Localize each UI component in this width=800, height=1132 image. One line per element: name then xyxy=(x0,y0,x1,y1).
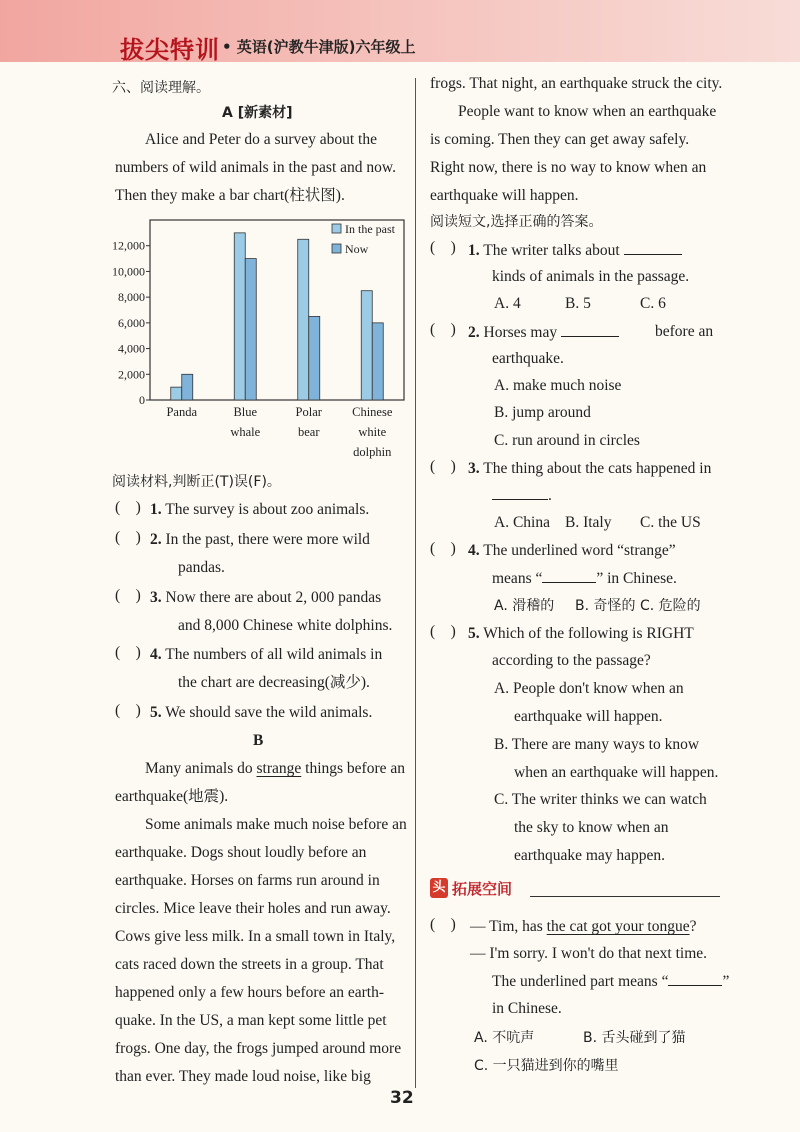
answer-parens[interactable]: ( ) xyxy=(430,321,456,338)
bar-in-the-past xyxy=(171,387,182,400)
option-c: C. run around in circles xyxy=(494,432,640,449)
page-header xyxy=(0,0,800,62)
passage-line: is coming. Then they can get away safely. xyxy=(430,131,690,148)
answer-parens[interactable]: ( ) xyxy=(430,623,456,640)
question-text: The writer talks about xyxy=(483,242,620,259)
passage-line: Cows give less milk. In a small town in Italy, xyxy=(115,928,396,945)
page-number: 32 xyxy=(390,1088,414,1108)
ext-dialogue-2: — I'm sorry. I won't do that next time. xyxy=(470,945,708,962)
answer-parens[interactable]: ( ) xyxy=(430,239,456,256)
question-text: Now there are about 2, 000 pandas xyxy=(165,589,382,606)
passage-line: earthquake. Dogs shout loudly before an xyxy=(115,844,367,861)
question-text-cont xyxy=(492,568,677,589)
answer-blank[interactable] xyxy=(561,322,619,337)
answer-blank[interactable] xyxy=(492,485,548,500)
legend-label: Now xyxy=(345,242,369,256)
bar-in-the-past xyxy=(234,233,245,400)
answer-parens[interactable]: ( ) xyxy=(430,916,456,933)
question-text: . xyxy=(548,487,552,504)
answer-parens[interactable]: ( ) xyxy=(115,529,141,546)
passage-text: Many animals do xyxy=(145,760,257,777)
x-category-label: Polar xyxy=(295,405,322,419)
y-tick-label: 8,000 xyxy=(118,290,145,305)
question-number: 3. xyxy=(468,460,480,477)
option-b-cont: when an earthquake will happen. xyxy=(514,764,719,781)
answer-parens[interactable]: ( ) xyxy=(115,702,141,719)
question-text: Which of the following is RIGHT xyxy=(483,625,694,642)
dialogue-text: ? xyxy=(689,918,697,935)
x-category-label: bear xyxy=(297,425,320,439)
y-tick-label: 6,000 xyxy=(118,315,145,330)
option-c: C. The writer thinks we can watch xyxy=(494,791,707,808)
question-text: The numbers of all wild animals in xyxy=(165,646,383,663)
x-category-label: Panda xyxy=(166,405,198,419)
answer-parens[interactable]: ( ) xyxy=(115,587,141,604)
question-number: 4. xyxy=(468,542,480,559)
question-number: 1. xyxy=(468,242,480,259)
question-number: 5. xyxy=(468,625,480,642)
intro-line: Then they make a bar chart(柱状图). xyxy=(115,187,345,204)
question-number: 1. xyxy=(150,501,162,518)
option-b: B. jump around xyxy=(494,404,591,421)
question-text: ” in Chinese. xyxy=(596,570,677,587)
option-c: C. 危险的 xyxy=(640,598,701,614)
y-tick-label: 4,000 xyxy=(118,341,145,356)
option-c: C. 6 xyxy=(640,295,666,312)
question-text-cont: pandas. xyxy=(178,559,225,576)
y-tick-label: 0 xyxy=(139,393,145,407)
column-divider xyxy=(415,78,416,1088)
mc-question-5 xyxy=(468,624,694,644)
legend-swatch xyxy=(332,244,341,253)
question-text: means “ xyxy=(492,570,543,587)
x-category-label: Blue xyxy=(233,405,258,419)
question-number: 2. xyxy=(150,531,162,548)
tf-question-5 xyxy=(150,703,372,723)
option-a: A. make much noise xyxy=(494,377,622,394)
question-text: before an xyxy=(655,323,714,340)
passage-line: People want to know when an earthquake xyxy=(458,103,717,120)
question-number: 5. xyxy=(150,704,162,721)
passage-line: Right now, there is no way to know when an xyxy=(430,159,707,176)
brand-title: 拔尖特训 xyxy=(120,36,220,64)
option-a: A. 滑稽的 xyxy=(494,598,555,614)
option-b: B. There are many ways to know xyxy=(494,736,700,753)
passage-line: quake. In the US, a man kept some little pet xyxy=(115,1012,387,1029)
passage-line: Some animals make much noise before an xyxy=(145,816,407,833)
answer-blank[interactable] xyxy=(624,240,682,255)
y-tick-label: 12,000 xyxy=(112,238,145,253)
extension-rule xyxy=(530,896,720,897)
passage-line xyxy=(145,759,405,779)
passage-line: frogs. That night, an earthquake struck the city. xyxy=(430,75,723,92)
intro-line: Alice and Peter do a survey about the xyxy=(145,131,377,148)
passage-line: earthquake will happen. xyxy=(430,187,579,204)
tf-question-2 xyxy=(150,530,370,550)
passage-line: cats raced down the streets in a group. That xyxy=(115,956,384,973)
x-category-label: dolphin xyxy=(353,445,392,459)
bar-in-the-past xyxy=(361,291,372,400)
answer-parens[interactable]: ( ) xyxy=(430,540,456,557)
mc-instruction: 阅读短文,选择正确的答案。 xyxy=(430,214,603,230)
answer-blank[interactable] xyxy=(668,971,722,986)
bar-chart xyxy=(112,216,410,466)
extension-title: 拓展空间 xyxy=(452,880,513,898)
question-number: 2. xyxy=(468,324,480,341)
option-a: A. 不吭声 xyxy=(474,1030,535,1046)
mc-question-1 xyxy=(468,240,682,261)
question-number: 3. xyxy=(150,589,162,606)
mc-question-4 xyxy=(468,541,676,561)
question-text-cont: the chart are decreasing(减少). xyxy=(178,674,370,691)
book-subtitle: • 英语(沪教牛津版)六年级上 xyxy=(222,38,416,56)
underlined-word: strange xyxy=(256,760,302,777)
option-b: B. 奇怪的 xyxy=(575,598,636,614)
tf-question-4 xyxy=(150,645,382,665)
bar-now xyxy=(245,259,256,400)
tf-question-1 xyxy=(150,500,369,520)
part-b-label: B xyxy=(253,732,264,749)
y-tick-label: 2,000 xyxy=(118,367,145,382)
passage-line: frogs. One day, the frogs jumped around more xyxy=(115,1040,402,1057)
option-b: B. 舌头碰到了猫 xyxy=(583,1030,686,1046)
question-text-cont: earthquake. xyxy=(492,350,564,367)
underlined-phrase: the cat got your tongue xyxy=(546,918,690,935)
question-text-cont xyxy=(492,485,552,506)
ext-question-cont: in Chinese. xyxy=(492,1000,562,1017)
passage-line: than ever. They made loud noise, like big xyxy=(115,1068,371,1085)
mc-question-2 xyxy=(468,322,619,343)
part-a-label: A [新素材] xyxy=(222,105,293,121)
option-a-cont: earthquake will happen. xyxy=(514,708,663,725)
answer-parens[interactable]: ( ) xyxy=(115,499,141,516)
x-category-label: Chinese xyxy=(352,405,393,419)
question-text-cont: kinds of animals in the passage. xyxy=(492,268,690,285)
option-b: B. 5 xyxy=(565,295,591,312)
question-text: Horses may xyxy=(483,324,558,341)
passage-line: happened only a few hours before an earth- xyxy=(115,984,384,1001)
question-text: The underlined part means “ xyxy=(492,973,669,990)
passage-line: earthquake(地震). xyxy=(115,788,229,805)
question-text: The underlined word “strange” xyxy=(483,542,676,559)
question-text-cont: according to the passage? xyxy=(492,652,651,669)
bar-now xyxy=(182,374,193,400)
bar-now xyxy=(309,316,320,400)
option-c: C. the US xyxy=(640,514,701,531)
section-title: 六、阅读理解。 xyxy=(112,80,210,96)
y-tick-label: 10,000 xyxy=(112,264,145,279)
ext-dialogue-1 xyxy=(470,917,696,937)
question-text-cont: and 8,000 Chinese white dolphins. xyxy=(178,617,393,634)
intro-line: numbers of wild animals in the past and now. xyxy=(115,159,396,176)
ext-question xyxy=(492,971,729,992)
x-category-label: white xyxy=(358,425,387,439)
option-c-cont: the sky to know when an xyxy=(514,819,669,836)
question-text: ” xyxy=(722,973,730,990)
option-b: B. Italy xyxy=(565,514,612,531)
passage-line: earthquake. Horses on farms run around in xyxy=(115,872,380,889)
mc-question-3 xyxy=(468,459,711,479)
bar-in-the-past xyxy=(298,239,309,400)
bar-now xyxy=(372,323,383,400)
question-text: The thing about the cats happened in xyxy=(483,460,712,477)
question-text: In the past, there were more wild xyxy=(165,531,370,548)
option-c: C. 一只猫进到你的嘴里 xyxy=(474,1058,619,1074)
option-c-cont: earthquake may happen. xyxy=(514,847,666,864)
tf-question-3 xyxy=(150,588,381,608)
question-number: 4. xyxy=(150,646,162,663)
question-text: We should save the wild animals. xyxy=(165,704,373,721)
answer-parens[interactable]: ( ) xyxy=(115,644,141,661)
extension-icon: 头 xyxy=(430,878,448,898)
option-a: A. China xyxy=(494,514,550,531)
passage-line: circles. Mice leave their holes and run away. xyxy=(115,900,391,917)
answer-blank[interactable] xyxy=(542,568,596,583)
option-a: A. 4 xyxy=(494,295,521,312)
dialogue-text: — Tim, has xyxy=(470,918,547,935)
answer-parens[interactable]: ( ) xyxy=(430,458,456,475)
legend-swatch xyxy=(332,224,341,233)
passage-text: things before an xyxy=(301,760,405,777)
tf-instruction: 阅读材料,判断正(T)误(F)。 xyxy=(112,474,281,490)
legend-label: In the past xyxy=(345,222,395,236)
x-category-label: whale xyxy=(230,425,261,439)
option-a: A. People don't know when an xyxy=(494,680,684,697)
question-text: The survey is about zoo animals. xyxy=(165,501,370,518)
